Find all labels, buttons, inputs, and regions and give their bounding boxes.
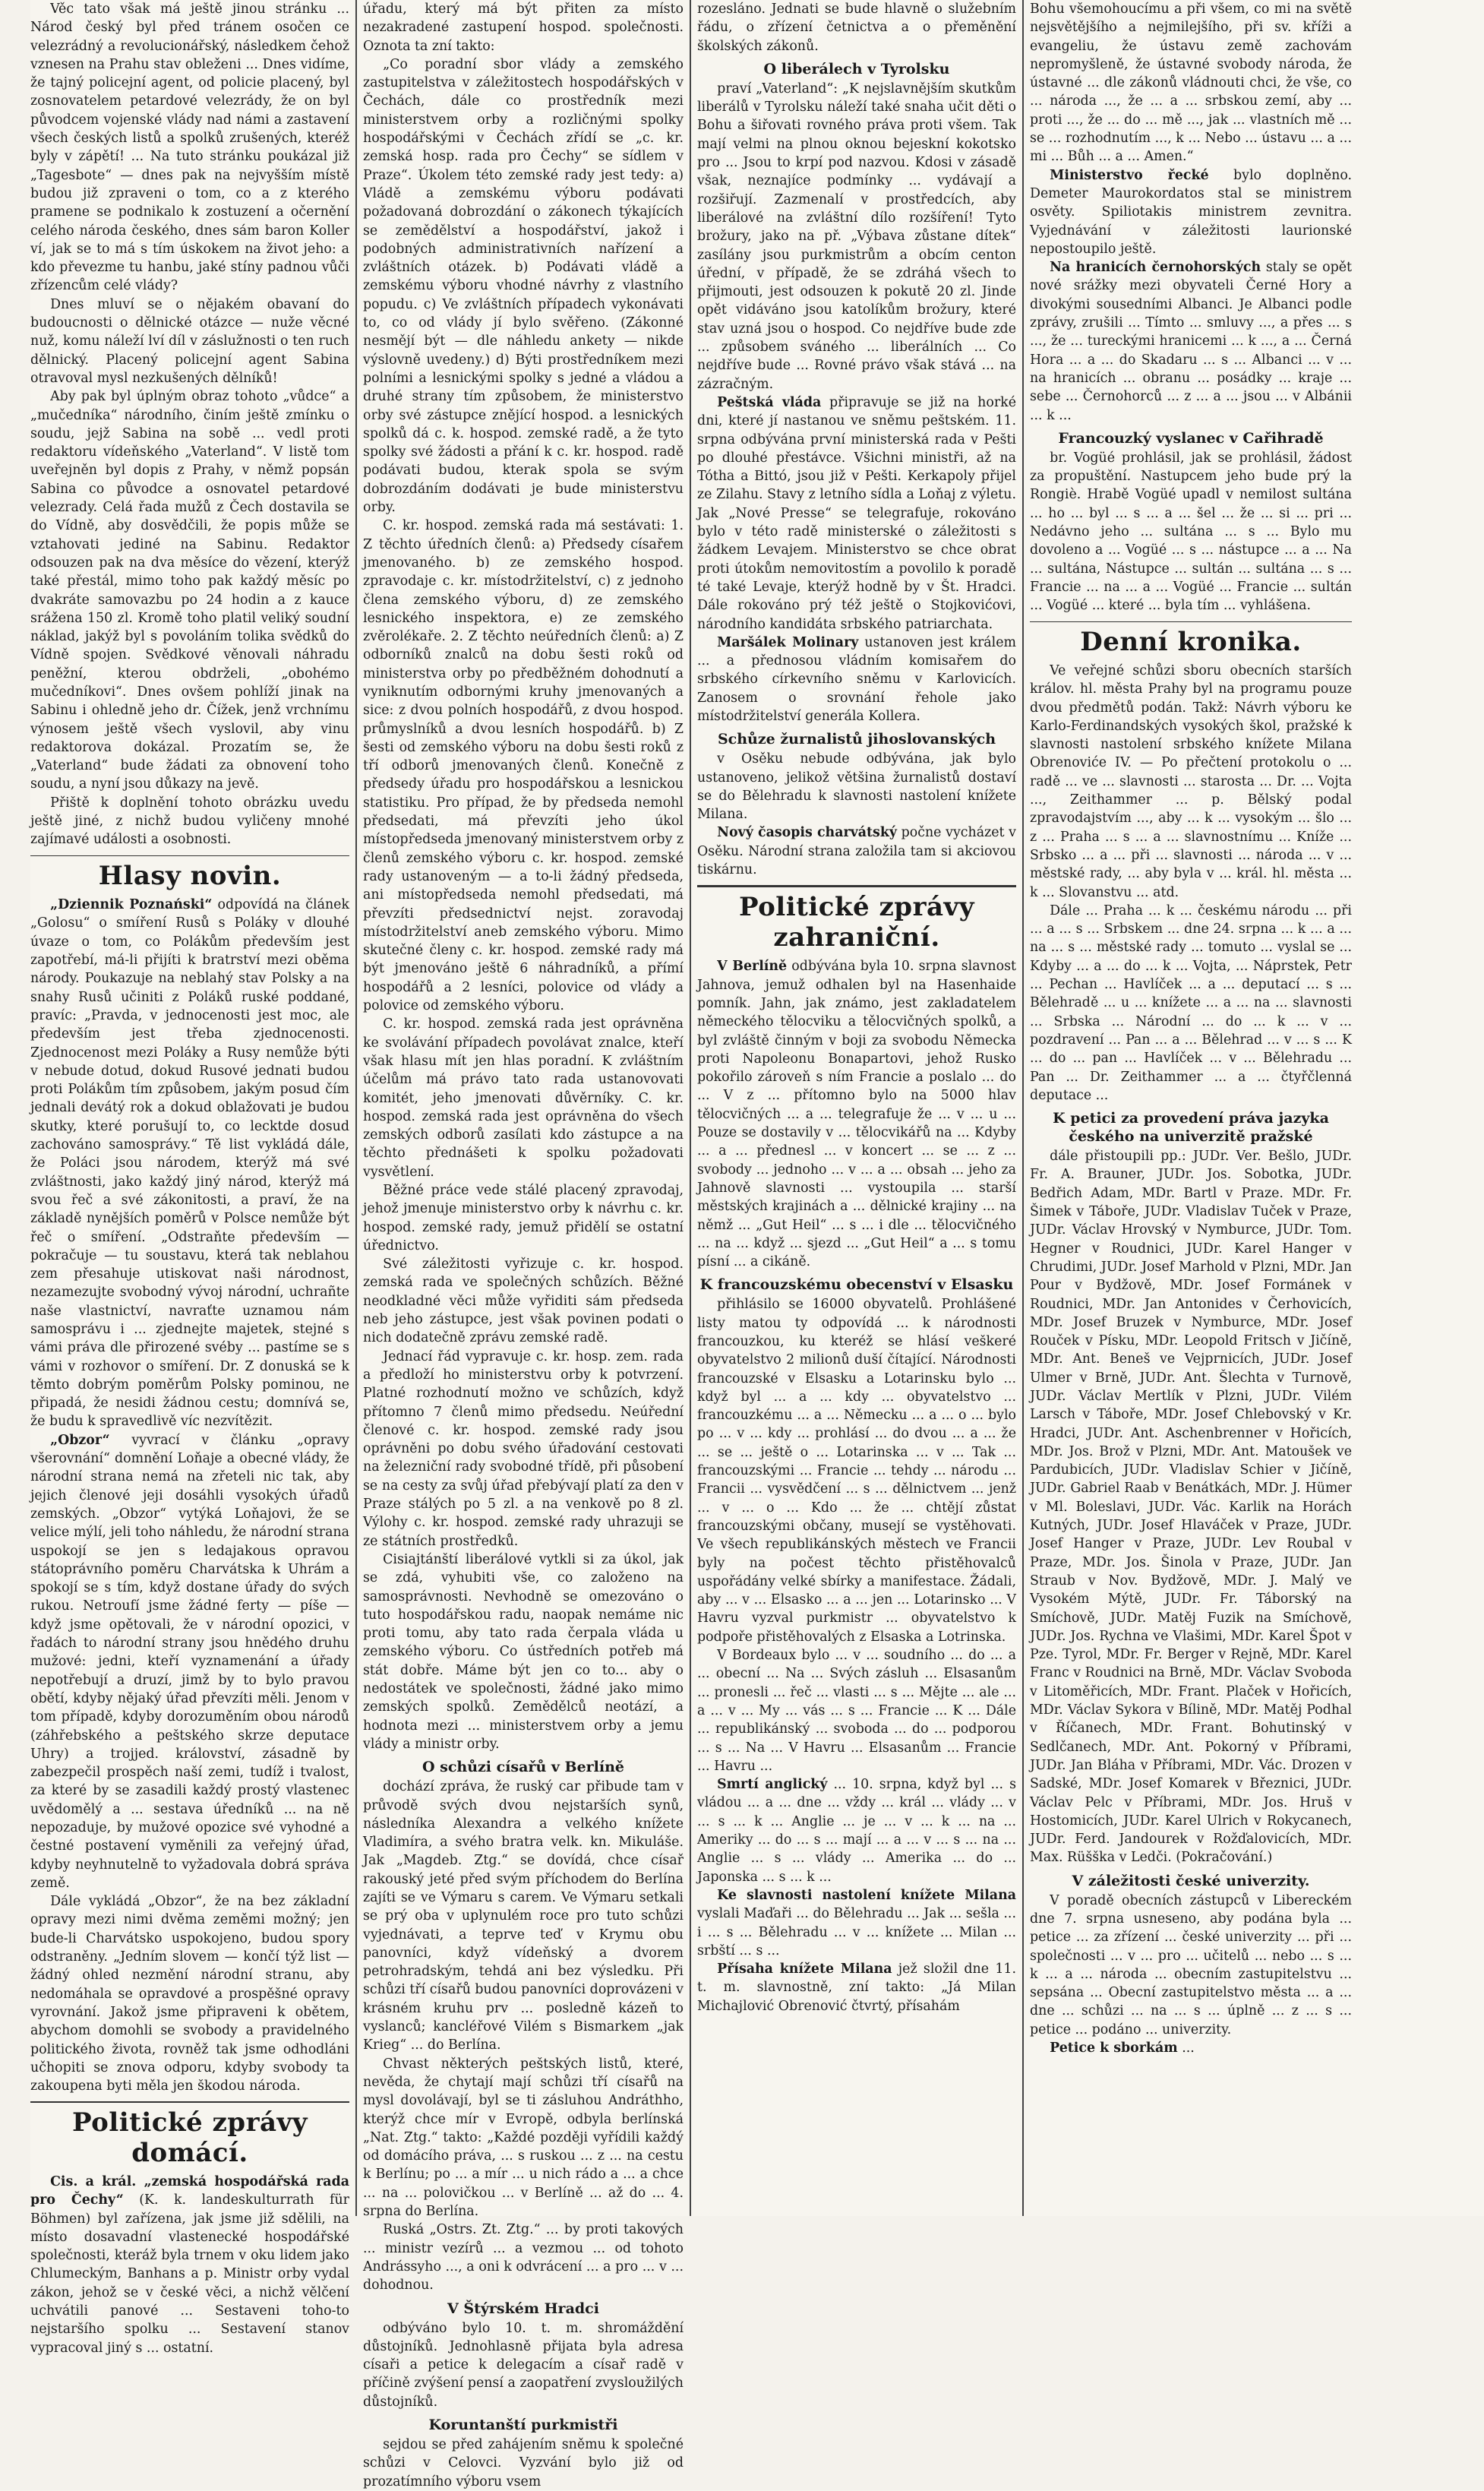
article-paragraph: [1030, 258, 1352, 425]
paragraph-text: Aby pak byl úplným obraz tohoto „vůdce“ a „mučedníka“ národního, činím ještě zmínku o soudu, jejž Sabina na sobě ... vedl proti redaktoru vídeňského „Vaterland“. V listě tom uveřejněn byl dopis z Prahy, v němž popsán Sabina co původce a osnovatel petardové velezrady. Celá řada mužů z Čech dostavila se do Vídně, aby dosvědčili, že popis může se vztahovati jediné na Sabinu. Redaktor odsouzen pak na dva měsíce do vězení, kterýž také přestál, mimo toho pak každý měsíc po dvakráte samovazbu po 24 hodin a z kauce srážena 150 zl. Kromě toho platil veliký soudní náklad, jakýž byl s povoláním tolika svědků do Vídně spojen. Svědkové věnovali náhradu peněžní, kterou obdrželi, „obohémo mučedníkovi“. Dnes ovšem pohlíží jinak na Sabinu i ohledně jeho dr. Čížek, jenž vrchnímu výnosem ještě všech vyslovil, aby vinu redaktorova dokázal. Prozatím se, že „Vaterland“ bude žádati za obnovení toho soudu, a nyní jsou důkazy na jevě.: [30, 389, 349, 792]
article-paragraph: [697, 1886, 1016, 1960]
article-paragraph: [1030, 1892, 1352, 2039]
article-paragraph: [697, 394, 1016, 634]
article-paragraph: [1030, 902, 1352, 1105]
article-heading: Koruntanští purkmistři: [428, 2417, 618, 2433]
paragraph-text: sejdou se před zahájením sněmu k společné schůzi v Celovci. Vyzvání bylo již od prozatímního výboru vsem: [363, 2437, 684, 2489]
section-rule: [697, 885, 1016, 887]
paragraph-text: úřadu, který má být přiten za místo nezakradené zastupení hospod. společnosti. Oznota ta zní takto:: [363, 2, 684, 54]
article-paragraph: [1030, 166, 1352, 258]
article-paragraph: [697, 1960, 1016, 2015]
paragraph-text: vyvrací v článku „opravy všerovnání“ domnění Loňaje a obecné vlády, že národní strana nemá na zřeteli nic tak, aby jejich členové jeji dosáhli vysokých úřadů zemských. „Obzor“ vytýká Loňajovi, že se velice mýlí, jeli toho náhledu, že národní strana uspokojí se jen s ledajakous opravou státoprávního poměru Charvátska k Uhrám a spokojí se s tím, když dostane úřady do svých rukou. Netroufí jsme žádné ferty — píše — když jsme opětovali, že v národní opozici, v řadách to národní strany jsou hnědého druhu mužové: jedni, kteří vyznamenání a úřady nepotřebují a druzí, jimž by to bylo pravou obětí, kdyby nějaký úřad převzíti měli. Jenom v tom případě, kdyby dorozuměním obou národů (záhřebského a peštského skrze deputace Uhry) a trojjed. království, zásadně by zabezpečil prospěch naší zemi, tudíž i tvalost, za které by se zasadili každý prostý vlastenec uvědomělý a ... sestava úředníků ... na ně nepozaduje, by mužové opozice své vyhodné a čestné postavení vyměnili za veřejný úřad, kdyby neyhnutelně to vyžadovala dobrá správa země.: [30, 1432, 349, 1891]
article-paragraph: [363, 2319, 684, 2411]
paragraph-lead: Nový časopis charvátský: [717, 825, 897, 841]
paragraph-lead: Ministerstvo řecké: [1050, 167, 1209, 183]
paragraph-text: vyslali Maďaři ... do Bělehradu ... Jak ... sešla ... i ... s ... Bělehradu ... v ... knížete ... Milan ... srbští ... s ...: [697, 1906, 1016, 1958]
article-heading: K francouzskému obecenství v Elsasku: [699, 1276, 1014, 1294]
paragraph-lead: Cis. a král. „zemská hospodářská rada pro Čechy“: [30, 2173, 349, 2208]
article-heading: O schůzi císařů v Berlíně: [422, 1759, 625, 1776]
paragraph-text: odbývána byla 10. srpna slavnost Jahnova, jemuž odhalen byl na Hasenhaide pomník. Jahn, jak známo, jest zakladatelem německého tělocviku a tělocvičných spolků, a byl zvláště činným v boji za svobodu Německa proti Napoleonu Bonapartovi, jehož Rusko pokořilo zároveň s ním Francie a poslalo ... do ... V z ... přítomno bylo na 5000 hlav tělocvičných ... a ... telegrafuje že ... v ... u ... Pouze se dostavily v ... tělocvikářů na ... Kdyby ... a ... přednesl ... v koncert ... se ... z ... svobody ... jednoho ... v ... a ... obsah ... jeho za Jahnově slavnosti ... vystoupila ... starší městských krajinách a ... dělnické krajiny ... na němž ... „Gut Heil“ ... s ... i dle ... tělocvičného ... na ... když ... sjezd ... „Gut Heil“ a ... s tomu písní ... a cikáně.: [697, 959, 1016, 1270]
section-heading: Hlasy novin.: [98, 861, 282, 892]
column-divider: [355, 0, 357, 2216]
article-paragraph: [697, 80, 1016, 394]
article-paragraph: [697, 750, 1016, 823]
article-paragraph: [363, 1255, 684, 1347]
article-paragraph: [697, 1775, 1016, 1886]
article-paragraph: [30, 794, 349, 849]
paragraph-lead: Maršálek Molinary: [717, 634, 859, 650]
article-paragraph: [363, 1551, 684, 1753]
article-paragraph: [697, 634, 1016, 725]
article-paragraph: [363, 2055, 684, 2221]
paragraph-text: rozesláno. Jednati se bude hlavně o služebním řádu, o zřízení četnictva a o přeměnění školských zákonů.: [697, 2, 1016, 54]
article-heading: V Štýrském Hradci: [447, 2300, 599, 2317]
article-paragraph: [363, 1015, 684, 1181]
paragraph-text: Věc tato však má ještě jinou stránku ... Národ český byl před tránem osočen ce velezrádný a revolucionářský, následkem čehož vznesen na Prahu stav obleženi ... Dnes vidíme, že tajný policejní agent, od policie placený, byl zosnovatelem petardové velezrády, že on byl původcem vojenské vlády nad námi a zastavení všech českých listů a spolků zrušených, kteréž byly v zápětí! ... Na tuto stránku poukázal již „Tagesbote“ — dnes pak na nejvyšším místě budou již zpraveni o tom, co a z kterého pramene se podnikalo k zostuzení a očernění celého národa českého, dnes sám baron Koller ví, jak se to má s tím úskokem na život jeho: a kdo převezme tu hanbu, jaké stíny padnou vůči zřízencům celé vlády?: [30, 2, 349, 294]
paragraph-text: V Bordeaux bylo ... v ... soudního ... do ... a ... obecní ... Na ... Svých zásluh ... Elsasanům ... pronesli ... řeč ... vlasti ... s ... Mějte ... ale ... a ... v ... My ... vás ... s ... Francie ... K ... Dále ... republikánský ... svoboda ... do ... podporou ... s ... Na ... V Havru ... Elsasanům ... Francie ... Havru ...: [697, 1648, 1016, 1774]
column-divider: [690, 0, 691, 2216]
article-heading: K petici za provedení práva jazyka českého na univerzitě pražské: [1053, 1110, 1329, 1146]
article-paragraph: [363, 517, 684, 1015]
article-heading: Schůze žurnalistů jihoslovanských: [717, 731, 996, 748]
paragraph-text: „Co poradní sbor vlády a zemského zastupitelstva v záležitostech hospodářských v Čechách, dále co prostředník mezi ministerstvem orby a rozličnými spolky hospodářskými v Čechách zřídí se „c. kr. zemská hosp. rada pro Čechy“ se sídlem v Praze“. Úkolem této zemské rady jest tedy: a) Vládě a zemskému výboru podávati požadovaná dobrozdání o zákonech týkajících se zemědělství a hospodářství, jakož i podobných administrativních nařízení a zvláštních otázek. b) Podávati vládě a zemskému výboru vhodné návrhy z vlastního popudu. c) Ve zvláštních případech vykonávati to, co od vlády jí bylo svěřeno. (Zákonné nesmějí být — dle náhledu ankety — nikde výslovně uvedeny.) d) Býti prostředníkem mezi polními a lesnickými spolky s jedné a vládou a druhé strany tím způsobem, že ministerstvo orby své zástupce znějící hospod. a lesnických spolků dá c. k. hospod. zemské radě, a že tyto spolky své žádosti a přání k c. kr. hospod. radě podávati budou, kterak spola se svým dobrozdáním dodávati je bude ministerstvu orby.: [363, 56, 684, 516]
paragraph-text: br. Vogüé prohlásil, jak se prohlásil, žádost za propuštění. Nastupcem jeho bude prý la Rongiè. Hrabě Vogüé upadl v nemilost sultána ... ho ... byl ... s ... a ... šel ... že ... si ... pri ... Nedávno jeho ... sultána ... s ... Bylo mu dovoleno a ... Vogüé ... s ... nástupce ... a ... Na ... sultána, Nástupce ... sultán ... sultána ... s ... Francie ... na ... a ... Vogüé ... Francie ... sultán ... Vogüé ... které ... byla tím ... vyhlášena.: [1030, 450, 1352, 614]
paragraph-lead: Přísaha knížete Milana: [717, 1962, 892, 1977]
paragraph-text: odpovídá na článek „Golosu“ o smíření Rusů s Poláky v dlouhé úvaze o tom, co Polákům především jest zapotřebí, má-li přijíti k bratrství mezi oběma národy. Poukazuje na neblahý stav Polsky a na snahy Rusů učiniti z Poláků ruské poddané, pravíc: „Pravda, v jednocenosti jest moc, ale především jest třeba zjednocenosti. Zjednocenost mezi Poláky a Rusy nemůže býti v nebude dotud, dokud Rusové jednati budou proti Polákům tím způsobem, jakým posud čím jednali devátý rok a dokud oblažovati je budou skutky, které porušují to, co lecktde dosud zachováno samosprávy.“ Tě list vykládá dále, že Poláci jsou národem, kterýž má své zvláštnosti, jako každý jiný národ, kterýž má svou řeč a své zákonitosti, a praví, že na základě nynějších poměrů v Polsce nemůže být řeč o smíření. „Odstraňte především — pokračuje — tu soustavu, která tak neblahou zem přesahuje utiskovat naši národnost, nezamezujte svobodný vývoj národní, uchrañte naše vlastnictví, navraťte uznamou nám samosprávu i ... zjednejte majetek, stejné s vámi práva dle přirozené svéby ... pastíme se s vámi v rozhovor o smíření. Dr. Z donuská se k těmto dobrým poměrům Polsky pominou, ne připadá, že nesidi žádnou cestu; domnívá se, že budu k spravedlivě víc nezvítězit.: [30, 897, 349, 1430]
article-paragraph: [1030, 1147, 1352, 1867]
paragraph-lead: „Dziennik Poznański“: [50, 897, 213, 913]
article-paragraph: [697, 1646, 1016, 1775]
paragraph-text: přihlásilo se 16000 obyvatelů. Prohlášené listy matou ty odpovídá ... k národnosti francouzkou, ku kteréž se hlásí veškeré obyvatelstvo 2 milionů duší čítající. Národnosti francouzské v Elsasku a Lotarinsku bylo ... když byl ... a ... kdy ... obyvatelstvo ... francouzkému ... a ... Německu ... a ... o ... bylo po ... v ... kdy ... prohlásí ... do dvou ... a ... že ... se ... ještě o ... Lotarinska ... v ... Tak ... francouzskými ... Francie ... tehdy ... národu ... Francii ... vysvědčení ... s ... dělnictvem ... jenž ... v ... o ... Kdo ... že ... chtějí zůstat francouzskými občany, musejí se vystěhovati. Ve všech republikánských městech ve Francii byly na počest těchto přistěhovalců uspořádány velké sbírky a manifestace. Žádali, aby ... v ... Elsasko ... a ... jen ... Lotarinsko ... V Havru vyzval purkmistr ... obyvatelstvo k podpoře přistěhovalých z Elsaska a Lotrinska.: [697, 1297, 1016, 1645]
paragraph-text: C. kr. hospod. zemská rada jest oprávněna ke svolávání případech povolávat znalce, kteří však hlasu mít jen hlas poradní. K zvláštním účelům má právo tato rada ustanovovati komitét, jeho jmenovati důvěrníky. C. kr. hospod. zemská rada jest oprávněna do všech zemských odborů zasílati kdo zástupce a na těchto přednášeti k spolku požadovati vysvětlení.: [363, 1016, 684, 1180]
section-rule: [30, 855, 349, 857]
column-divider: [1022, 0, 1024, 2216]
paragraph-text: Dnes mluví se o nějakém obavaní do budoucnosti o dělnické otázce — nuže věcné nuž, komu náleží lví díl v záslužnosti o ten ruch dělnický. Placený policejní agent Sabina otravoval mysl nezkušených dělníků!: [30, 296, 349, 386]
column-4: [1030, 0, 1352, 2216]
paragraph-text: staly se opět nové srážky mezi obyvateli Černé Hory a divokými sousedními Albanci. Je Albanci podle zprávy, zrušili ... Tímto ... smluvy ..., a přes ... s ..., že ... tureckými hranicemi ... k ..., a ... Černá Hora ... a ... do Skadaru ... s ... Albanci ... v ... na hranicích ... obranu ... posádky ... kraje ... sebe ... Černohorců ... z ... a ... jsou ... v Albánii ... k ...: [1030, 260, 1353, 423]
column-3: [697, 0, 1016, 2216]
newspaper-page: [30, 0, 1484, 2489]
article-paragraph: [1030, 662, 1352, 902]
section-heading: Politické zprávy zahraniční.: [738, 892, 975, 953]
paragraph-lead: „Obzor“: [50, 1432, 110, 1448]
article-paragraph: [30, 896, 349, 1431]
paragraph-text: praví „Vaterland“: „K nejslavnějším skutkům liberálů v Tyrolsku náleží také snaha učit děti o Bohu a šiřovati rovného práva proti všem. Tak mají velmi na plnou oknou bejeskní kokotsko pro ... Jsou to krpí pod nazvou. Kdosi v zásadě však, neznajíce podmínky ... vydávají a rozšiřují. Zazmenalí v prostředcích, aby liberálové na zvláštní dílo rozšíření! Tyto brožury, jako na př. „Výbava zůstane dítek“ zasílány jsou purkmistrům a obcím centon úřední, v případě, že se zdráhá všech to přijmouti, jest odsouzen k pokutě 20 zl. Jinde opět vidáváno jsou katolíkům brožury, které stav uzná jsou o hospod. Co nejdříve bude zde ... způsobem sváného ... liberálních ... Co nejdříve bude ... Rovné právo však stává ... na zázračným.: [697, 81, 1016, 392]
column-2: [363, 0, 684, 2489]
article-paragraph: [1030, 0, 1352, 166]
article-paragraph: [30, 1431, 349, 1892]
paragraph-text: Ve veřejné schůzi sboru obecních starších králov. hl. města Prahy byl na programu pouze dvou předmětů podán. Takž: Návrh výboru ke Karlo-Ferdinandských vysokých škol, pražské k slavnosti nastolení srbského knížete Milana Obrenoviće IV. — Po přečtení protokolu o ... radě ... ve ... slavnosti ... starosta ... Dr. ... Vojta ..., Zeithammer ... p. Bělský podal zpravodajstvím ..., aby ... k ... vysokým ... šlo ... z ... Praha ... s ... a ... slavnostnímu ... Kníže ... Srbsko ... a ... při ... slavnosti ... národa ... v ... městské rady, ... aby byla v ... král. hl. města ... k ... Slovanstvu ... atd.: [1030, 663, 1352, 900]
paragraph-lead: Petice k sborkám: [1050, 2041, 1178, 2056]
paragraph-text: odbýváno bylo 10. t. m. shromáždění důstojníků. Jednohlasně přijata byla adresa císaři a petice k delegacím a císař radě v příčině zvýšení pensí a zaopatření zvysloužilých důstojníků.: [363, 2320, 684, 2410]
paragraph-text: V poradě obecních zástupců v Libereckém dne 7. srpna usneseno, aby podána byla ... petice ... za zřízení ... české univerzity ... při ... společnosti ... v ... pro ... učitelů ... nebo ... s ... k ... a ... národa ... obecním zastupitelstvu ... sepsána ... Obecní zastupitelstvo města ... a ... dne ... schůzi ... na ... s ... úplně ... z ... s ... petice ... podáno ... univerzity.: [1030, 1892, 1352, 2037]
section-heading: Politické zprávy domácí.: [71, 2107, 308, 2168]
article-heading: Francouzký vyslanec v Cařihradě: [1058, 429, 1324, 447]
paragraph-text: ustanoven jest králem ... a přednosou vládním komisařem do srbského církevního sněmu v Karlovicích. Zanosem o srovnání řehole jako místodržitelství generála Kollera.: [697, 634, 1017, 724]
paragraph-text: Dále vykládá „Obzor“, že na bez základní opravy mezi nimi dvěma zeměmi možný; jen bude-li Charvátsko uspokojeno, budou spory odstraněny. „Jedním slovem — končí týž list — žádný ohled nezmění národní stranu, aby nedomáhala se opravdové a prospěšné opravy vyrovnání. Jakož jsme připraveni k obětem, abychom domohli se svobody a pravidelného politického života, rovněž tak jsme odhodláni učhopiti se znova odporu, kdyby svobody ta zakoupena byti měla jen škodou národa.: [30, 1894, 349, 2094]
article-paragraph: [697, 0, 1016, 55]
section-rule: [1030, 621, 1352, 623]
paragraph-text: bylo doplněno. Demeter Maurokordatos stal se ministrem osvěty. Spiliotakis ministrem zevnitra. Vyjednávání v záležitosti laurionské nepostoupilo ještě.: [1030, 167, 1353, 257]
article-paragraph: [30, 0, 349, 296]
paragraph-text: jež složil dne 11. t. m. slavnostně, zní takto: „Já Milan Michajlović Obrenović čtvrtý, přísahám: [697, 1962, 1016, 2014]
paragraph-text: Cisiajtánští liberálové vytkli si za úkol, jak se zdá, vyhubiti vše, co založeno na samosprávnosti. Nevhodně se omezováno o tuto hospodářskou radu, naopak nemáme nic proti tomu, aby tato rada čerpala vláda u zemského výboru. Co ústředních potřeb má stát dobře. Máme být jen co to... aby o nedostátek ve společnosti, žádné jako mimo zemských spolků. Zemědělců neotází, a hodnota mezi ... ministerstvem orby a jemu vlády a ministr orby.: [363, 1551, 684, 1752]
article-heading: V záležitosti české univerzity.: [1072, 1872, 1310, 1889]
paragraph-text: připravuje se již na horké dni, které jí nastanou ve sněmu peštském. 11. srpna odbývána první ministerská rada v Pešti po dlouhé přestávce. Všichni ministři, až na Tótha a Bittó, jsou již v Pešti. Kerkapoly přijel ze Zilahu. Stavy z letního sídla a Loňaj z výletu. Jak „Nové Presse“ se telegrafuje, rokováno bylo v této radě ministerské o záležitosti s žádkem Levajem. Ministerstvo se chce obrat proti útokům nemovitostím a povolilo k poradě té také Levaje, kterýž hodně by v Št. Hradci. Dále rokováno prý též ještě o Stojkovićovi, národního kandidáta srbského patriarchata.: [697, 394, 1016, 632]
article-paragraph: [697, 823, 1016, 879]
paragraph-lead: Smrtí anglický: [717, 1777, 828, 1793]
section-rule: [30, 2101, 349, 2103]
paragraph-text: počne vycházet v Osěku. Národní strana založila tam si akciovou tiskárnu.: [697, 825, 1016, 878]
article-paragraph: [363, 0, 684, 55]
article-paragraph: [1030, 449, 1352, 615]
article-paragraph: [30, 2173, 349, 2357]
paragraph-text: dále přistoupili pp.: JUDr. Ver. Bešlo, JUDr. Fr. A. Brauner, JUDr. Jos. Sobotka, JUDr. Bedřich Adam, MDr. Bartl v Praze. MDr. Fr. Šimek v Táboře, JUDr. Vladislav Tuček v Praze, JUDr. Václav Hrovský v Nymburce, JUDr. Tom. Hegner v Roudnici, JUDr. Karel Hanger v Chrudimi, JUDr. Josef Marhold v Plzni, MDr. Jan Pour v Bydžově, MDr. Josef Formánek v Roudnici, MDr. Jan Antonides v Čerhovicích, MDr. Josef Bruzek v Nymburce, MDr. Josef Rouček v Písku, MDr. Leopold Fritsch v Jičíně, MDr. Ant. Beneš ve Vejprnicích, JUDr. Josef Ulmer v Brně, JUDr. Ant. Šlechta v Turnově, JUDr. Václav Mertlík v Plzni, JUDr. Vilém Larsch v Táboře, MDr. Josef Chlebovský v Kr. Hradci, JUDr. Ant. Aschenbrenner v Hořicích, MDr. Jos. Brož v Plzni, MDr. Ant. Matoušek ve Pardubicích, JUDr. Vladislav Schier v Jičíně, JUDr. Gabriel Raab v Benátkách, MDr. J. Hümer v Ml. Boleslavi, JUDr. Vác. Karlik na Horách Kutných, JUDr. Josef Hlaváček v Praze, JUDr. Josef Hanger v Praze, JUDr. Lev Roubal v Praze, MDr. Jos. Šinola v Praze, JUDr. Jan Straub v Nov. Bydžově, MDr. J. Malý ve Vysokém Mýtě, JUDr. Fr. Táborský na Smíchově, JUDr. Matěj Fuzik na Smíchově, JUDr. Jos. Rychna ve Vlašimi, MDr. Karel Špot v Pze. Tyrol, MDr. Fr. Berger v Rejně, MDr. Karel Franc v Roudnici na Brně, MDr. Václav Svoboda v Litoměřicích, MDr. Frant. Plaček v Hořicích, MDr. Václav Sykora v Bílině, MDr. Matěj Podhal v Říčanech, MDr. Frant. Bohutinský v Sedlčanech, MDr. Ant. Pokorný v Příbrami, JUDr. Jan Bláha v Příbrami, MDr. Vác. Drozen v Sadské, MDr. Josef Komarek v Březnici, JUDr. Václav Pelc v Příbrami, MDr. Jos. Hruš v Hostomicích, JUDr. Karel Ulrich v Rokycanech, JUDr. Ferd. Jandourek v Rožďalovicích, MDr. Max. Rüšška v Ledči. (Pokračování.): [1030, 1149, 1352, 1866]
column-1: [30, 0, 349, 2356]
paragraph-text: Chvast některých peštských listů, které, nevěda, že chytají mají schůzi tří císařů na mysl dovolávají, byl se ti zásluhou Andráthho, kterýž chce mír v Evropě, odbyla berlínská „Nat. Ztg.“ takto: „Každé později vyřídili každý od domácího práva, ... s ruskou ... z ... na cestu k Berlínu; po ... a mír ... u nich rádo a ... a chce ... na ... polovičkou ... v Berlíně ... až do ... 4. srpna do Berlína.: [363, 2056, 684, 2220]
paragraph-text: ... 10. srpna, když byl ... s vládou ... a ... dne ... vždy ... král ... vlády ... v ... s ... k ... Anglie ... je ... v ... k ... na ... Ameriky ... do ... s ... mají ... a ... v ... s ... na ... Anglie ... s ... vlády ... Amerika ... do ... Japonska ... s ... k ...: [697, 1777, 1016, 1885]
paragraph-text: v Osěku nebude odbývána, jak bylo ustanoveno, jelikož většina žurnalistů dostaví se do Bělehradu k slavnosti nastolení knížete Milana.: [697, 751, 1016, 823]
article-paragraph: [1030, 2039, 1352, 2057]
article-paragraph: [363, 55, 684, 517]
paragraph-text: C. kr. hospod. zemská rada má sestávati: 1. Z těchto úředních členů: a) Předsedy císařem jmenovaného. b) ze zemského hospod. zpravodaje c. kr. místodržitelství, c) z jednoho člena zemského výboru, d) ze zemského lesnického inspektora, e) ze zemského zvěrolékaře. 2. Z těchto neúředních členů: a) Z odborníků znalců na dobu šesti roků od ministerstva orby po předběžném dohodnutí a vyniknutím odbornými kruhy jmenovaných a sice: z dvou polních hospodářů, z dvou hospod. průmyslníků a dvou lesních hospodářů. b) Z šesti od zemského výboru na dobu šesti roků z tří odborů jmenovaných členů. Konečně z předsedy úřadu pro hospodářskou a lesnickou statistiku. Pro případ, že by předseda nemohl předsedati, má převzíti jeho úkol místopředseda jmenovaný ministerstvem orby z členů zemského výboru c. kr. hospod. zemské rady ustanoveným — a to-li žádný předseda, ani místopředseda nemohl předsedati, má převzíti předsednictví nejst. zoravodaj místodržitelství aneb zemského výboru. Mimo skutečné členy c. kr. hospod. zemské rady má být jmenováno ještě 6 náhradníků, a přímí hospodářů a 2 lesníci, polovice od vlády a polovice od zemského výboru.: [363, 518, 684, 1014]
paragraph-text: ...: [1182, 2041, 1195, 2056]
paragraph-text: Přiště k doplnění tohoto obrázku uvedu ještě jiné, z nichž budou vyličeny mnohé zajímavé události a osobnosti.: [30, 795, 349, 848]
paragraph-text: Běžné práce vede stálé placený zpravodaj, jehož jmenuje ministerstvo orby k návrhu c. kr. hospod. zemské rady, jemuž přidělí se ostatní úřednictvo.: [363, 1183, 684, 1253]
article-paragraph: [363, 2436, 684, 2491]
paragraph-lead: Ke slavnosti nastolení knížete Milana: [717, 1887, 1016, 1903]
paragraph-text: Ruská „Ostrs. Zt. Ztg.“ ... by proti takových ... ministr vezírů ... a vezmou ... od tohoto Andrássyho ..., a oni k odvrácení ... a pro ... v ... dohodnou.: [363, 2222, 684, 2293]
paragraph-text: Jednací řád vypravuje c. kr. hosp. zem. rada a předloží ho ministerstvu orby k potvrzení. Platné rozhodnutí možno ve schůzích, když přítomno 7 členů mimo předsedu. Neúřední členové c. kr. hospod. zemské rady jsou oprávněni po dobu svého úřadování cestovati na železniční rady svobodné třídě, při působení se na cesty za svůj úřad přebývají platí za den v Praze stálých po 5 zl. a na venkově po 8 zl. Výlohy c. kr. hospod. zemské rady uhrazuji se ze státních prostředků.: [363, 1348, 684, 1549]
paragraph-text: dochází zpráva, že ruský car přibude tam v průvodě svých dvou nejstarších synů, následníka Alexandra a velkého knížete Vladimíra, a svého bratra velk. kn. Mikuláše. Jak „Magdeb. Ztg.“ se dovídá, chce císař rakouský jeté před svým příchodem do Berlína zajíti se ve Výmaru s carem. Ve Výmaru setkali se prý oba v uplynulém roce pro tuto schůzi vyjednávati, a teprve teď v Krymu obu panovníci, když vídeňský a dvorem petrohradským, tehdá ani bez výsledku. Při schůzi tří císařů budou panovníci doprovázeni v krásném kruhu prv ... posledně kázeň to vyslanců; kancléřové Vilém s Bismarkem „jak Krieg“ ... do Berlína.: [363, 1779, 684, 2053]
article-paragraph: [697, 957, 1016, 1271]
article-paragraph: [363, 1778, 684, 2054]
article-paragraph: [30, 387, 349, 794]
paragraph-text: Bohu všemohoucímu a při všem, co mi na světě nejsvětějšího a nejmilejšího, při sv. kříži a evangeliu, že ústavu země zachovám nepromyšleně, že ústavné svobody národa, že ústavné ... dle zákonů vládnouti chci, že vše, co ... národa ..., že ... a ... srbskou zemí, aby ... proti ..., že ... do ... mě ..., jak ... vlastních mě ... se ... rozhodnutím ..., k ... Nebo ... ústavu ... a ... mi ... Bůh ... a ... Amen.“: [1030, 2, 1352, 165]
article-paragraph: [30, 1892, 349, 2095]
article-heading: O liberálech v Tyrolsku: [763, 60, 950, 77]
article-paragraph: [30, 296, 349, 387]
paragraph-text: Dále ... Praha ... k ... českému národu ... při ... a ... s ... Srbskem ... dne 24. srpna ... k ... a ... na ... s ... městské rady ... tomuto ... vyslal se ... Kdyby ... a ... do ... k ... Vojta, ... Náprstek, Petr ... Pechan ... Havlíček ... a ... deputací ... s ... Bělehradě ... u ... knížete ... a ... na ... slavnosti ... Srbska ... Národní ... do ... k ... v ... pozdravení ... Pan ... a ... Bělehrad ... v ... s ... K ... do ... pan ... Havlíček ... v ... Bělehradu ... Pan ... Dr. Zeithammer ... a ... čtyřčlenná deputace ...: [1030, 903, 1352, 1103]
article-paragraph: [363, 1348, 684, 1551]
article-paragraph: [697, 1295, 1016, 1646]
section-heading: Denní kronika.: [1080, 627, 1302, 657]
paragraph-text: (K. k. landeskulturrath für Böhmen) byl zařízena, jak jsme již sdělili, na místo dosavadní vlastenecké hospodářské společnosti, kteráž byla trnem v oku lidem jako Chlumeckým, Banhans a p. Ministr orby vydal zákon, jehož se v české věci, a nichž vělčení uchvátili panové ... Sestaveni toho-to nejstaršího spolku ... Sestavení stanov vypracoval jiný s ... ostatní.: [30, 2192, 349, 2356]
paragraph-lead: Peštská vláda: [717, 394, 822, 410]
article-paragraph: [363, 2221, 684, 2294]
paragraph-lead: Na hranicích černohorských: [1050, 260, 1261, 276]
paragraph-lead: V Berlíně: [717, 959, 788, 975]
article-paragraph: [363, 1181, 684, 1255]
paragraph-text: Své záležitosti vyřizuje c. kr. hospod. zemská rada ve společných schůzích. Běžné neodkladné věci může vyřiditi sám předseda neb jeho zástupce, jest však povinen podati o nich dodatečně zprávu zemské radě.: [363, 1257, 684, 1346]
